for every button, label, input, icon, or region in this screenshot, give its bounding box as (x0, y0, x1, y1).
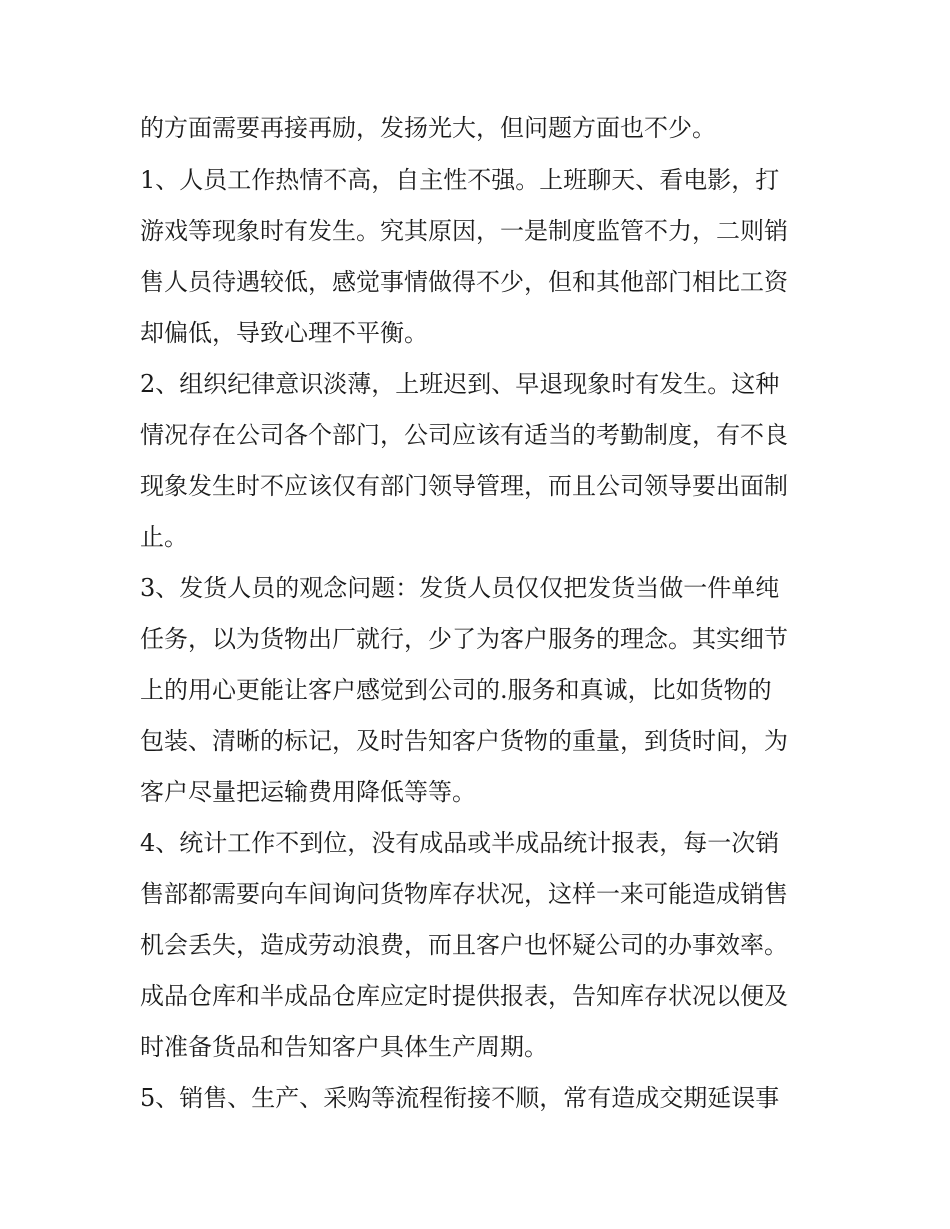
text-line: 任务，以为货物出厂就行，少了为客户服务的理念。其实细节 (140, 625, 788, 653)
text-line: 成品仓库和半成品仓库应定时提供报表，告知库存状况以便及 (140, 982, 788, 1010)
text-line: 客户尽量把运输费用降低等等。 (140, 778, 476, 806)
text-line: 游戏等现象时有发生。究其原因，一是制度监管不力，二则销 (140, 217, 788, 245)
text-line: 售人员待遇较低，感觉事情做得不少，但和其他部门相比工资 (140, 268, 788, 296)
text-line: 机会丢失，造成劳动浪费，而且客户也怀疑公司的办事效率。 (140, 931, 788, 959)
text-line: 上的用心更能让客户感觉到公司的.服务和真诚，比如货物的 (140, 676, 772, 704)
text-line: 时准备货品和告知客户具体生产周期。 (140, 1033, 548, 1061)
text-line: 却偏低，导致心理不平衡。 (140, 319, 428, 347)
text-line: 3、发货人员的观念问题：发货人员仅仅把发货当做一件单纯 (140, 574, 780, 602)
text-line: 售部都需要向车间询问货物库存状况，这样一来可能造成销售 (140, 880, 788, 908)
text-line: 2、组织纪律意识淡薄，上班迟到、早退现象时有发生。这种 (140, 370, 780, 398)
text-line: 5、销售、生产、采购等流程衔接不顺，常有造成交期延误事 (140, 1084, 780, 1112)
text-line: 1、人员工作热情不高，自主性不强。上班聊天、看电影，打 (140, 166, 780, 194)
text-line: 现象发生时不应该仅有部门领导管理，而且公司领导要出面制 (140, 472, 788, 500)
text-line: 止。 (140, 523, 188, 551)
text-line: 情况存在公司各个部门，公司应该有适当的考勤制度，有不良 (140, 421, 788, 449)
text-line: 的方面需要再接再励，发扬光大，但问题方面也不少。 (140, 114, 716, 142)
text-line: 包装、清晰的标记，及时告知客户货物的重量，到货时间，为 (140, 727, 788, 755)
text-line: 4、统计工作不到位，没有成品或半成品统计报表，每一次销 (140, 829, 780, 857)
